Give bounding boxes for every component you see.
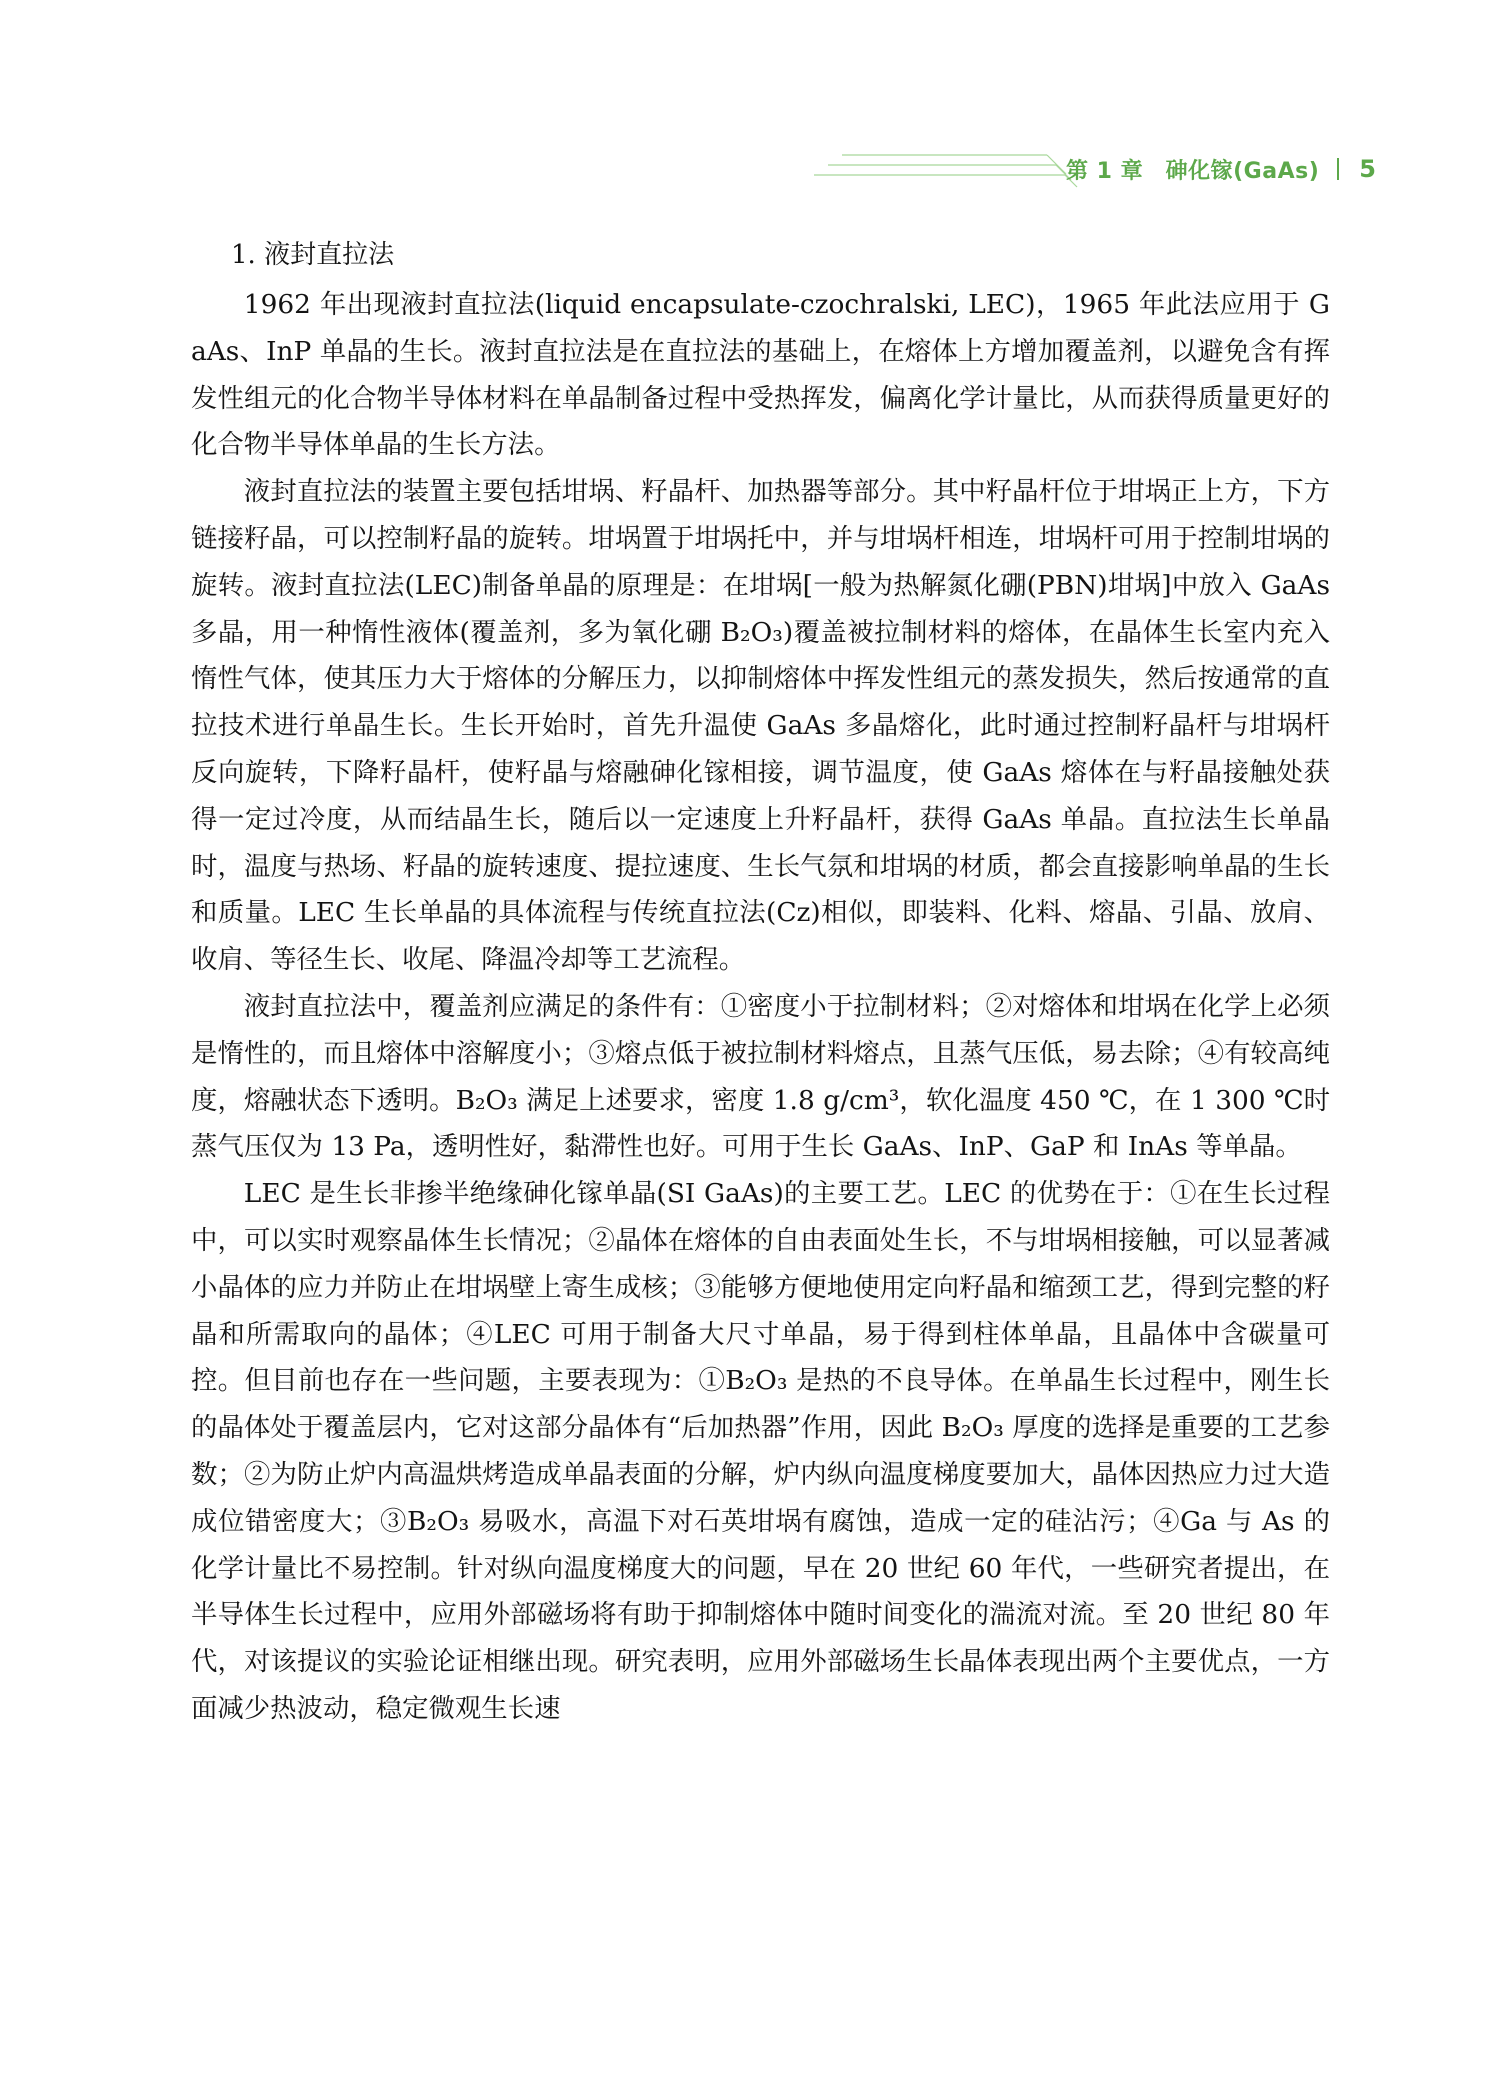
chapter-title: 第 1 章 砷化镓(GaAs) bbox=[1066, 158, 1320, 184]
header-divider bbox=[1337, 158, 1339, 180]
paragraph-intro: 1962 年出现液封直拉法(liquid encapsulate-czochralski, LEC)，1965 年此法应用于 GaAs、InP 单晶的生长。液封直拉法是在直拉法的基础上，在熔体上方增加覆盖剂，以避免含有挥发性组元的化合物半导体材料在单晶制备过程中受热挥发，偏离化学计量比，从而获得质量更好的化合物半导体单晶的生长方法。 bbox=[191, 289, 1330, 461]
page-number: 5 bbox=[1359, 155, 1376, 183]
section-title: 1. 液封直拉法 bbox=[231, 240, 395, 270]
running-head bbox=[1066, 151, 1386, 187]
paragraph-encapsulant: 液封直拉法中，覆盖剂应满足的条件有：①密度小于拉制材料；②对熔体和坩埚在化学上必须是惰性的，而且熔体中溶解度小；③熔点低于被拉制材料熔点，且蒸气压低，易去除；④有较高纯度，熔融状态下透明。B₂O₃ 满足上述要求，密度 1.8 g/cm³，软化温度 450 ℃，在 1 300 ℃时蒸气压仅为 13 Pa，透明性好，黏滞性也好。可用于生长 GaAs、InP、GaP 和 InAs 等单晶。 bbox=[191, 990, 1330, 1163]
page-body bbox=[191, 232, 1330, 1733]
paragraph-advantages: LEC 是生长非掺半绝缘砷化镓单晶(SI GaAs)的主要工艺。LEC 的优势在于：①在生长过程中，可以实时观察晶体生长情况；②晶体在熔体的自由表面处生长，不与坩埚相接触，可以显著减小晶体的应力并防止在坩埚壁上寄生成核；③能够方便地使用定向籽晶和缩颈工艺，得到完整的籽晶和所需取向的晶体；④LEC 可用于制备大尺寸单晶，易于得到柱体单晶，且晶体中含碳量可控。但目前也存在一些问题，主要表现为：①B₂O₃ 是热的不良导体。在单晶生长过程中，刚生长的晶体处于覆盖层内，它对这部分晶体有“后加热器”作用，因此 B₂O₃ 厚度的选择是重要的工艺参数；②为防止炉内高温烘烤造成单晶表面的分解，炉内纵向温度梯度要加大，晶体因热应力过大造成位错密度大；③B₂O₃ 易吸水，高温下对石英坩埚有腐蚀，造成一定的硅沾污；④Ga 与 As 的化学计量比不易控制。针对纵向温度梯度大的问题，早在 20 世纪 60 年代，一些研究者提出，在半导体生长过程中，应用外部磁场将有助于抑制熔体中随时间变化的湍流对流。至 20 世纪 80 年代，对该提议的实验论证相继出现。研究表明，应用外部磁场生长晶体表现出两个主要优点，一方面减少热波动，稳定微观生长速 bbox=[191, 1178, 1330, 1724]
paragraph-apparatus: 液封直拉法的装置主要包括坩埚、籽晶杆、加热器等部分。其中籽晶杆位于坩埚正上方，下方链接籽晶，可以控制籽晶的旋转。坩埚置于坩埚托中，并与坩埚杆相连，坩埚杆可用于控制坩埚的旋转。液封直拉法(LEC)制备单晶的原理是：在坩埚[一般为热解氮化硼(PBN)坩埚]中放入 GaAs 多晶，用一种惰性液体(覆盖剂，多为氧化硼 B₂O₃)覆盖被拉制材料的熔体，在晶体生长室内充入惰性气体，使其压力大于熔体的分解压力，以抑制熔体中挥发性组元的蒸发损失，然后按通常的直拉技术进行单晶生长。生长开始时，首先升温使 GaAs 多晶熔化，此时通过控制籽晶杆与坩埚杆反向旋转，下降籽晶杆，使籽晶与熔融砷化镓相接，调节温度，使 GaAs 熔体在与籽晶接触处获得一定过冷度，从而结晶生长，随后以一定速度上升籽晶杆，获得 GaAs 单晶。直拉法生长单晶时，温度与热场、籽晶的旋转速度、提拉速度、生长气氛和坩埚的材质，都会直接影响单晶的生长和质量。LEC 生长单晶的具体流程与传统直拉法(Cz)相似，即装料、化料、熔晶、引晶、放肩、收肩、等径生长、收尾、降温冷却等工艺流程。 bbox=[191, 476, 1330, 976]
